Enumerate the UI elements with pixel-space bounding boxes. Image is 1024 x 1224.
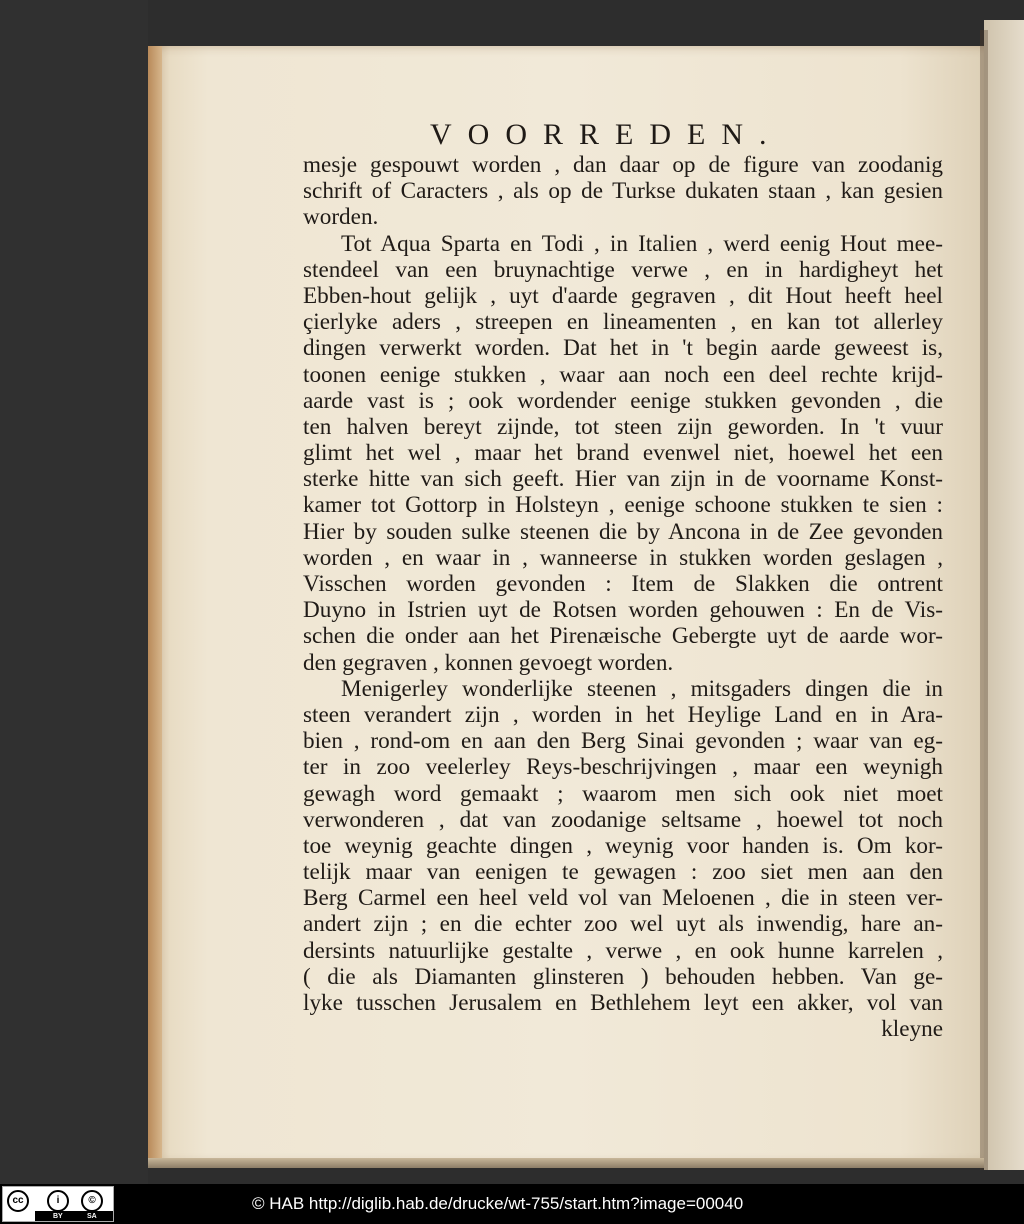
running-header: VOORREDEN.: [430, 118, 783, 151]
source-credit-link[interactable]: © HAB http://diglib.hab.de/drucke/wt-755/start.htm?image=00040: [252, 1194, 744, 1213]
cc-icon: cc: [7, 1190, 29, 1212]
text-line: toe weynig geachte dingen , weynig voor handen is. Om kor-: [303, 832, 943, 859]
text-line: dersints natuurlijke gestalte , verwe , en ook hunne karrelen ,: [303, 937, 943, 964]
page-binding-edge: [148, 46, 162, 1164]
text-line: Tot Aqua Sparta en Todi , in Italien , werd eenig Hout mee-: [341, 230, 943, 257]
text-line: Berg Carmel een heel veld vol van Meloenen , die in steen ver-: [303, 885, 943, 912]
text-line: telijk maar van eenigen te gewagen : zoo siet men aan den: [303, 859, 943, 886]
footer-bar: [0, 1184, 1024, 1224]
cc-caption-strip: [35, 1211, 113, 1221]
text-line: ten halven bereyt zijnde, tot steen zijn geworden. In 't vuur: [303, 413, 943, 440]
text-line: lyke tusschen Jerusalem en Bethlehem leyt een akker, vol van: [303, 990, 943, 1016]
text-line: Menigerley wonderlijke steenen , mitsgaders dingen die in: [341, 675, 943, 702]
text-line: schen die onder aan het Pirenæische Gebergte uyt de aarde wor-: [303, 623, 943, 650]
text-line: ( die als Diamanten glinsteren ) behouden hebben. Van ge-: [303, 963, 943, 990]
text-line: bien , rond-om en aan den Berg Sinai gevonden ; waar van eg-: [303, 728, 943, 755]
by-caption: BY: [53, 1213, 63, 1220]
page-gutter-shadow: [980, 30, 988, 1170]
text-line: gewagh word gemaakt ; waarom men sich ook niet moet: [303, 780, 943, 807]
text-line: toonen eenige stukken , waar aan noch een deel rechte krijd-: [303, 361, 943, 388]
text-line: worden , en waar in , wanneerse in stukken worden geslagen ,: [303, 544, 943, 571]
cc-by-sa-license-badge[interactable]: [2, 1186, 114, 1222]
text-line: schrift of Caracters , als op de Turkse dukaten staan , kan gesien: [303, 178, 943, 205]
text-line: verwonderen , dat van zoodanige seltsame , hoewel tot noch: [303, 806, 943, 833]
text-line: Ebben-hout gelijk , uyt d'aarde gegraven , dit Hout heeft heel: [303, 282, 943, 309]
text-line: den gegraven , konnen gevoegt worden.: [303, 649, 674, 676]
text-line: Visschen worden gevonden : Item de Slakken die ontrent: [303, 571, 943, 597]
text-line: stendeel van een bruynachtige verwe , en in hardigheyt het: [303, 256, 943, 283]
text-line: steen verandert zijn , worden in het Heylige Land en in Ara-: [303, 701, 943, 728]
text-line: ter in zoo veelerley Reys-beschrijvingen , maar een weynigh: [303, 754, 943, 781]
page-bottom-edge: [148, 1158, 984, 1168]
sa-caption: SA: [87, 1213, 97, 1220]
text-line: worden.: [303, 204, 379, 231]
text-line: dingen verwerkt worden. Dat het in 't begin aarde geweest is,: [303, 335, 943, 362]
text-line: sterke hitte van sich geeft. Hier van zijn in de voorname Konst-: [303, 466, 943, 493]
text-line: aarde vast is ; ook wordender eenige stukken gevonden , die: [303, 387, 943, 414]
text-line: kleyne: [881, 1016, 943, 1043]
body-text: [303, 152, 943, 1042]
by-icon: i: [47, 1190, 69, 1212]
text-line: glimt het wel , maar het brand evenwel niet, hoewel het een: [303, 440, 943, 467]
text-line: Duyno in Istrien uyt de Rotsen worden gehouwen : En de Vis-: [303, 597, 943, 624]
left-margin-dark: [0, 0, 148, 1184]
text-line: kamer tot Gottorp in Holsteyn , eenige schoone stukken te sien :: [303, 492, 943, 519]
text-line: çierlyke aders , streepen en lineamenten , en kan tot allerley: [303, 309, 943, 336]
adjacent-page-edge: [984, 20, 1024, 1170]
text-line: andert zijn ; en die echter zoo wel uyt als inwendig, hare an-: [303, 911, 943, 938]
sa-icon: ©: [81, 1190, 103, 1212]
text-line: mesje gespouwt worden , dan daar op de figure van zoodanig: [303, 152, 943, 178]
text-line: Hier by souden sulke steenen die by Ancona in de Zee gevonden: [303, 518, 943, 545]
